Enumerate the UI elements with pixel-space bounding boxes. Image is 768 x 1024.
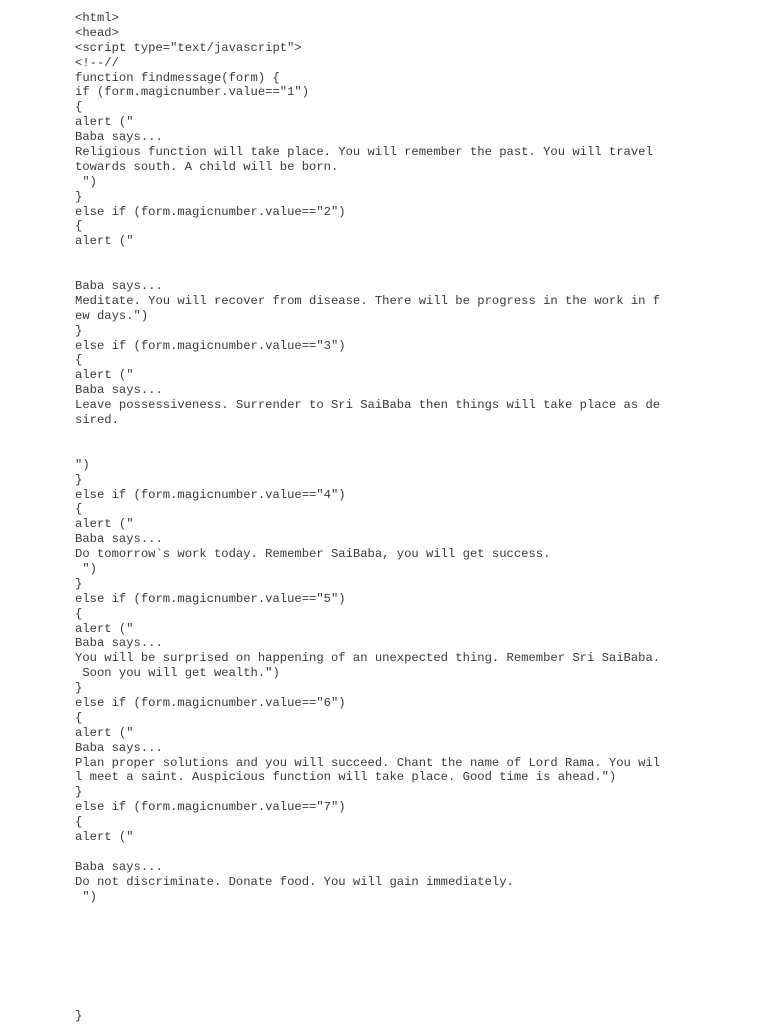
code-line: else if (form.magicnumber.value=="6") — [75, 695, 346, 710]
code-line — [75, 904, 745, 919]
code-line: { — [75, 815, 83, 830]
code-line: } — [75, 681, 83, 696]
code-line: towards south. A child will be born. — [75, 159, 339, 174]
code-line: Baba says... — [75, 279, 163, 294]
code-line: { — [75, 502, 83, 517]
code-line: <!--// — [75, 55, 119, 70]
code-line: ") — [75, 561, 97, 576]
code-line: Do tomorrow`s work today. Remember SaiBaba, you will get success. — [75, 547, 551, 562]
code-line: alert (" — [75, 234, 134, 249]
code-line: <script type="text/javascript"> — [75, 40, 302, 55]
code-line: else if (form.magicnumber.value=="4") — [75, 487, 346, 502]
code-line: { — [75, 710, 83, 725]
code-line: Baba says... — [75, 383, 163, 398]
code-line: Soon you will get wealth.") — [75, 666, 280, 681]
code-line: alert (" — [75, 115, 134, 130]
code-line — [75, 428, 745, 443]
code-line: } — [75, 576, 83, 591]
code-line: } — [75, 189, 83, 204]
code-listing — [75, 11, 745, 1024]
code-line: } — [75, 472, 83, 487]
code-line: sired. — [75, 413, 119, 428]
code-line — [75, 934, 745, 949]
code-line: } — [75, 785, 83, 800]
code-line: Religious function will take place. You will remember the past. You will travel — [75, 145, 653, 160]
code-line: else if (form.magicnumber.value=="7") — [75, 800, 346, 815]
code-line — [75, 979, 745, 994]
code-line: alert (" — [75, 725, 134, 740]
code-line: if (form.magicnumber.value=="1") — [75, 85, 310, 100]
code-line: Do not discriminate. Donate food. You will gain immediately. — [75, 874, 514, 889]
code-line: { — [75, 100, 83, 115]
code-line: ") — [75, 889, 97, 904]
code-line: { — [75, 219, 83, 234]
code-line: Baba says... — [75, 532, 163, 547]
code-line: Plan proper solutions and you will succeed. Chant the name of Lord Rama. You wil — [75, 755, 661, 770]
code-line: { — [75, 353, 83, 368]
code-line: alert (" — [75, 517, 134, 532]
code-line — [75, 994, 745, 1009]
code-line: <head> — [75, 25, 119, 40]
code-line — [75, 964, 745, 979]
code-line: <html> — [75, 11, 119, 25]
code-line: } — [75, 323, 83, 338]
code-line: ") — [75, 174, 97, 189]
code-line — [75, 264, 745, 279]
code-line: { — [75, 606, 83, 621]
code-line: ew days.") — [75, 308, 149, 323]
code-line: alert (" — [75, 621, 134, 636]
code-line: function findmessage(form) { — [75, 70, 280, 85]
code-line: alert (" — [75, 368, 134, 383]
code-line: else if (form.magicnumber.value=="5") — [75, 591, 346, 606]
code-line: alert (" — [75, 829, 134, 844]
code-line: l meet a saint. Auspicious function will take place. Good time is ahead.") — [75, 770, 617, 785]
code-line — [75, 919, 745, 934]
code-line — [75, 249, 745, 264]
code-line: Meditate. You will recover from disease. There will be progress in the work in f — [75, 293, 661, 308]
code-line: Leave possessiveness. Surrender to Sri SaiBaba then things will take place as de — [75, 398, 661, 413]
code-line: } — [75, 1008, 83, 1023]
code-line: You will be surprised on happening of an unexpected thing. Remember Sri SaiBaba. — [75, 651, 661, 666]
code-line — [75, 443, 745, 458]
code-line: Baba says... — [75, 859, 163, 874]
code-line — [75, 845, 745, 860]
code-line: ") — [75, 457, 90, 472]
code-line: else if (form.magicnumber.value=="3") — [75, 338, 346, 353]
code-line: Baba says... — [75, 740, 163, 755]
code-line: else if (form.magicnumber.value=="2") — [75, 204, 346, 219]
code-line: Baba says... — [75, 130, 163, 145]
code-line — [75, 949, 745, 964]
code-line: Baba says... — [75, 636, 163, 651]
